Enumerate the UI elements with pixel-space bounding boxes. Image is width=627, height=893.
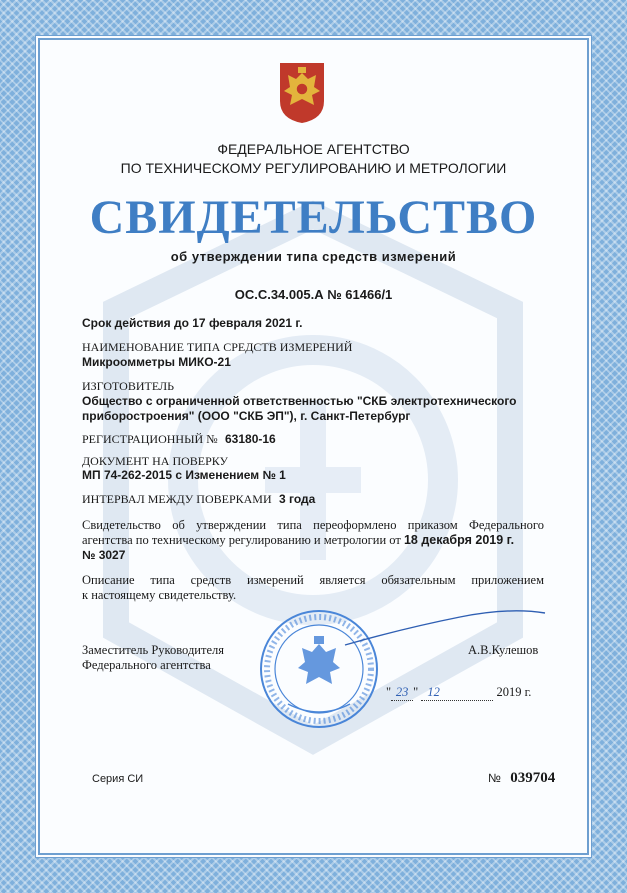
signer-title-1: Заместитель Руководителя [82, 643, 224, 657]
doc-label: ДОКУМЕНТ НА ПОВЕРКУ [82, 454, 229, 468]
para2-line-2: к настоящему свидетельству. [82, 588, 237, 602]
maker-line-1: Общество с ограниченной ответственностью "СКБ электротехнического [82, 394, 517, 408]
para1-line-1: Свидетельство об утверждении типа переоформлено приказом Федерального [82, 518, 544, 532]
name-value: Микроомметры МИКО-21 [82, 355, 231, 369]
para1-text: агентства по техническому регулированию и метрологии от [82, 533, 401, 547]
interval-label: ИНТЕРВАЛ МЕЖДУ ПОВЕРКАМИ [82, 492, 272, 506]
para1-line-2 [82, 533, 544, 548]
serial-no-sign: № [488, 771, 501, 785]
signer-title-2: Федерального агентства [82, 658, 211, 672]
registration [82, 432, 276, 447]
para2-line-1: Описание типа средств измерений является обязательным приложением [82, 573, 544, 587]
interval-value: 3 года [279, 492, 316, 506]
doc-value: МП 74-262-2015 с Изменением № 1 [82, 468, 286, 482]
maker-label: ИЗГОТОВИТЕЛЬ [82, 379, 175, 393]
reg-label: РЕГИСТРАЦИОННЫЙ № [82, 432, 218, 446]
maker-line-2: приборостроения" (ООО "СКБ ЭП"), г. Санкт-Петербург [82, 409, 411, 423]
serial-number [488, 770, 555, 787]
signature-icon [340, 595, 550, 655]
agency-line-1: ФЕДЕРАЛЬНОЕ АГЕНТСТВО [217, 141, 410, 157]
certificate-sheet [40, 40, 587, 853]
date-month: 12 [421, 685, 493, 701]
validity: Срок действия до 17 февраля 2021 г. [82, 316, 303, 330]
date-day: 23 [391, 685, 413, 701]
reg-value: 63180-16 [225, 432, 276, 446]
name-label: НАИМЕНОВАНИЕ ТИПА СРЕДСТВ ИЗМЕРЕНИЙ [82, 340, 353, 354]
page-title: СВИДЕТЕЛЬСТВО [89, 191, 538, 244]
para1-date: 18 декабря 2019 г. [403, 533, 515, 547]
serial-no-value: 039704 [510, 770, 556, 786]
agency-line-2: ПО ТЕХНИЧЕСКОМУ РЕГУЛИРОВАНИЮ И МЕТРОЛОГИИ [120, 160, 507, 176]
para1-line-3: № 3027 [82, 548, 126, 562]
signer-name: А.В.Кулешов [468, 643, 539, 657]
certificate-number: ОС.С.34.005.А № 61466/1 [234, 287, 393, 302]
interval [82, 492, 315, 507]
coat-of-arms-icon [278, 61, 326, 125]
date-line: " 23 " 12 2019 г. [386, 685, 532, 699]
date-year: 2019 г. [496, 685, 532, 699]
page-subtitle: об утверждении типа средств измерений [170, 249, 457, 264]
series-label: Серия СИ [92, 773, 144, 785]
